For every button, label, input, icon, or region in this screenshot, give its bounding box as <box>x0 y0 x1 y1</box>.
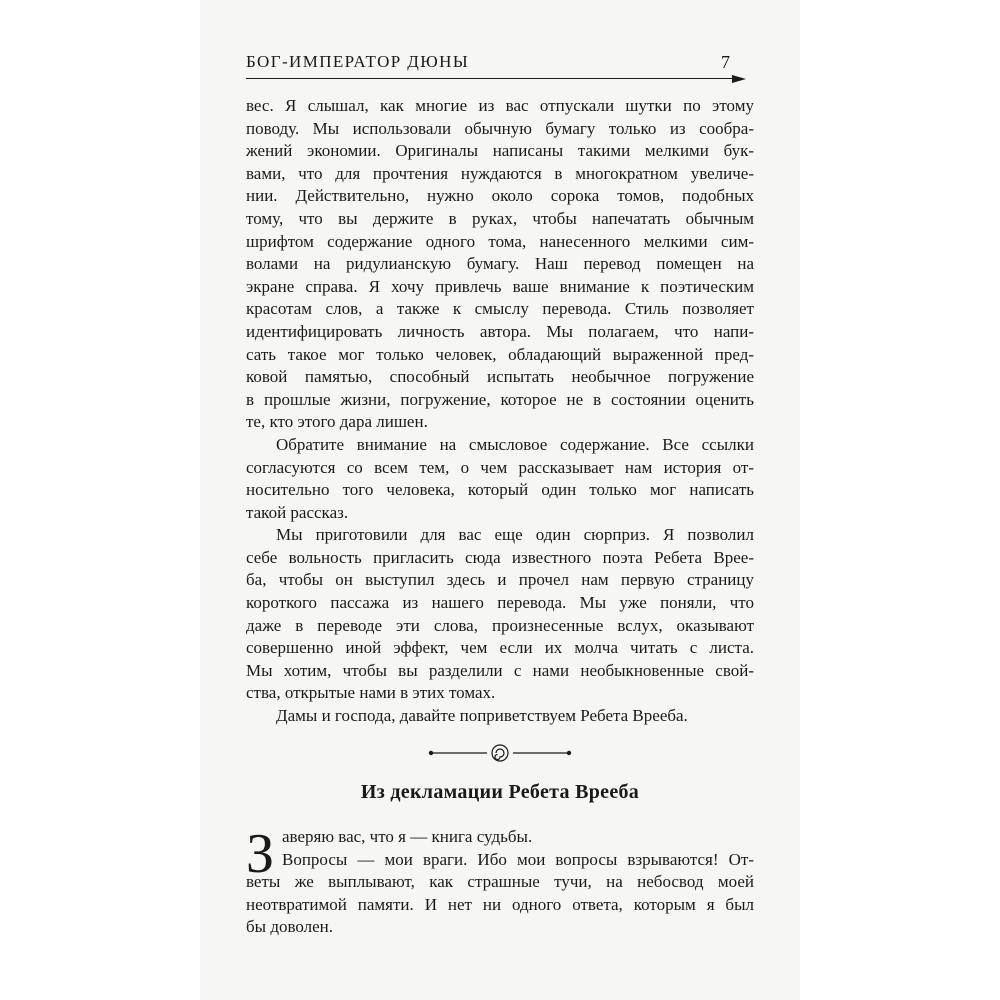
text-line: ковой памятью, способный испытать необычное погружение <box>246 367 754 387</box>
text-line: такой рассказ. <box>246 502 349 522</box>
verse-line: веты же выплывают, как страшные тучи, на небосвод моей <box>246 872 754 892</box>
drop-cap: З <box>246 823 275 885</box>
verse-line: неотвратимой памяти. И нет ни одного ответа, которым я был <box>246 894 754 914</box>
page-header <box>246 50 734 74</box>
text-line: шрифтом содержание одного тома, нанесенного мелкими сим- <box>246 231 754 251</box>
header-rule-arrow <box>732 75 746 83</box>
paragraph-start-line: Обратите внимание на смысловое содержание. Все ссылки <box>276 434 754 454</box>
text-line: экране справа. Я хочу привлечь ваше внимание к поэтическим <box>246 276 754 296</box>
text-line: те, кто этого дара лишен. <box>246 412 428 432</box>
text-line: нии. Действительно, нужно около сорока томов, подобных <box>246 186 754 206</box>
text-line: поводу. Мы использовали обычную бумагу только из сообра- <box>246 118 754 138</box>
text-line: в прошлые жизни, погружение, которое не в состоянии оценить <box>246 389 754 409</box>
text-line: сать такое мог только человек, обладающий выраженной пред- <box>246 344 754 364</box>
text-line: ба, чтобы он выступил здесь и прочел нам первую страницу <box>246 570 754 590</box>
text-line: носительно того человека, который один только мог написать <box>246 480 754 500</box>
text-line: себе вольность пригласить сюда известного поэта Ребета Вреe- <box>246 547 754 567</box>
text-line: вами, что для прочтения нуждаются в многократном увеличе- <box>246 163 754 183</box>
text-line: идентифицировать личность автора. Мы полагаем, что напи- <box>246 321 754 341</box>
header-rule <box>246 78 732 79</box>
section-title: Из декламации Ребета Врееба <box>360 781 640 803</box>
text-line: тому, что вы держите в руках, чтобы напечатать обычным <box>246 208 754 228</box>
running-head: БОГ-ИМПЕРАТОР ДЮНЫ <box>246 52 470 71</box>
section-divider-ornament <box>425 740 575 766</box>
verse-line: аверяю вас, что я — книга судьбы. <box>282 827 533 846</box>
text-line: вес. Я слышал, как многие из вас отпускали шутки по этому <box>246 96 754 115</box>
text-line: красотам слов, а также к смыслу перевода. Стиль позволяет <box>246 299 754 319</box>
text-line: даже в переводе эти слова, произнесенные вслух, оказывают <box>246 615 754 635</box>
book-page <box>200 0 800 1000</box>
text-line: короткого пассажа из нашего перевода. Мы уже поняли, что <box>246 593 754 613</box>
text-line: ства, открытые нами в этих томах. <box>246 683 496 703</box>
paragraph-start-line: Дамы и господа, давайте поприветствуем Ребета Врееба. <box>276 706 688 726</box>
verse-line: бы доволен. <box>246 917 334 937</box>
text-line: совершенно иной эффект, чем если их молча читать с листа. <box>246 638 754 658</box>
text-line: Мы хотим, чтобы вы разделили с нами необыкновенные свой- <box>246 660 754 680</box>
verse-block <box>246 823 754 939</box>
text-line: волами на ридулианскую бумагу. Наш перевод помещен на <box>246 254 754 274</box>
verse-line: Вопросы — мои враги. Ибо мои вопросы взрываются! От- <box>282 849 754 869</box>
paragraph-start-line: Мы приготовили для вас еще один сюрприз. Я позволил <box>276 525 754 545</box>
text-line: согласуются со всем тем, о чем рассказывает нам история от- <box>246 457 754 477</box>
page-number: 7 <box>721 52 730 72</box>
text-line: жений экономии. Оригиналы написаны такими мелкими бук- <box>246 141 754 161</box>
body-text <box>246 95 754 728</box>
